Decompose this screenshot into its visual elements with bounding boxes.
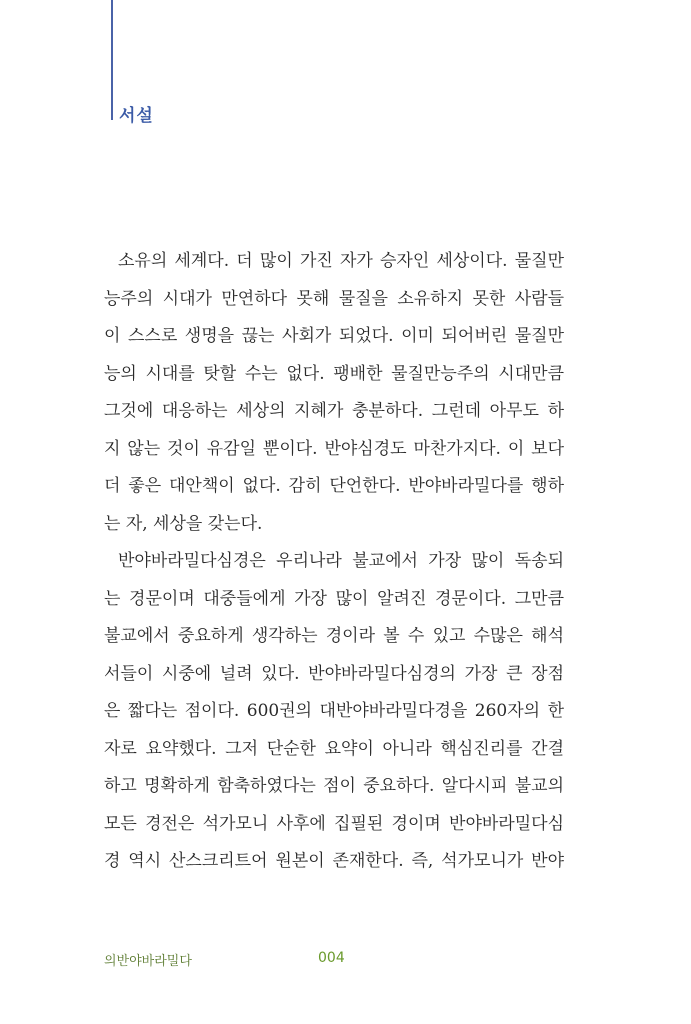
paragraph-line: 그것에 대응하는 세상의 지혜가 충분하다. 그런데 아무도 하 [104,401,564,421]
page-number: 004 [318,950,345,966]
chapter-title: 서설 [119,106,154,126]
paragraph-line: 모든 경전은 석가모니 사후에 집필된 경이며 반야바라밀다심 [104,813,564,834]
paragraph-line: 능주의 시대가 만연하다 못해 물질을 소유하지 못한 사람들 [104,288,564,309]
footer-book-title: 의반야바라밀다 [104,954,192,969]
paragraph-line: 자로 요약했다. 그저 단순한 요약이 아니라 핵심진리를 간결 [104,738,564,759]
paragraph-line: 경 역시 산스크리트어 원본이 존재한다. 즉, 석가모니가 반야 [104,851,564,871]
paragraph-line: 서들이 시중에 널려 있다. 반야바라밀다심경의 가장 큰 장점 [104,663,564,684]
paragraph-line: 하고 명확하게 함축하였다는 점이 중요하다. 알다시피 불교의 [104,776,564,796]
body-text [104,243,564,881]
paragraph-line: 더 좋은 대안책이 없다. 감히 단언한다. 반야바라밀다를 행하 [104,476,564,496]
paragraph-line: 소유의 세계다. 더 많이 가진 자가 승자인 세상이다. 물질만 [118,251,564,271]
paragraph-line: 이 스스로 생명을 끊는 사회가 되었다. 이미 되어버린 물질만 [104,326,564,346]
paragraph-line: 반야바라밀다심경은 우리나라 불교에서 가장 많이 독송되 [118,551,564,571]
paragraph-line: 는 경문이며 대중들에게 가장 많이 알려진 경문이다. 그만큼 [104,588,564,609]
paragraph-line: 지 않는 것이 유감일 뿐이다. 반야심경도 마찬가지다. 이 보다 [104,438,564,459]
paragraph-line: 는 자, 세상을 갖는다. [104,513,263,534]
paragraph-line: 불교에서 중요하게 생각하는 경이라 볼 수 있고 수많은 해석 [104,626,564,646]
paragraph-line: 능의 시대를 탓할 수는 없다. 팽배한 물질만능주의 시대만큼 [104,363,564,384]
chapter-rule [111,0,113,120]
paragraph-line: 은 짧다는 점이다. 600권의 대반야바라밀다경을 260자의 한 [104,701,564,721]
